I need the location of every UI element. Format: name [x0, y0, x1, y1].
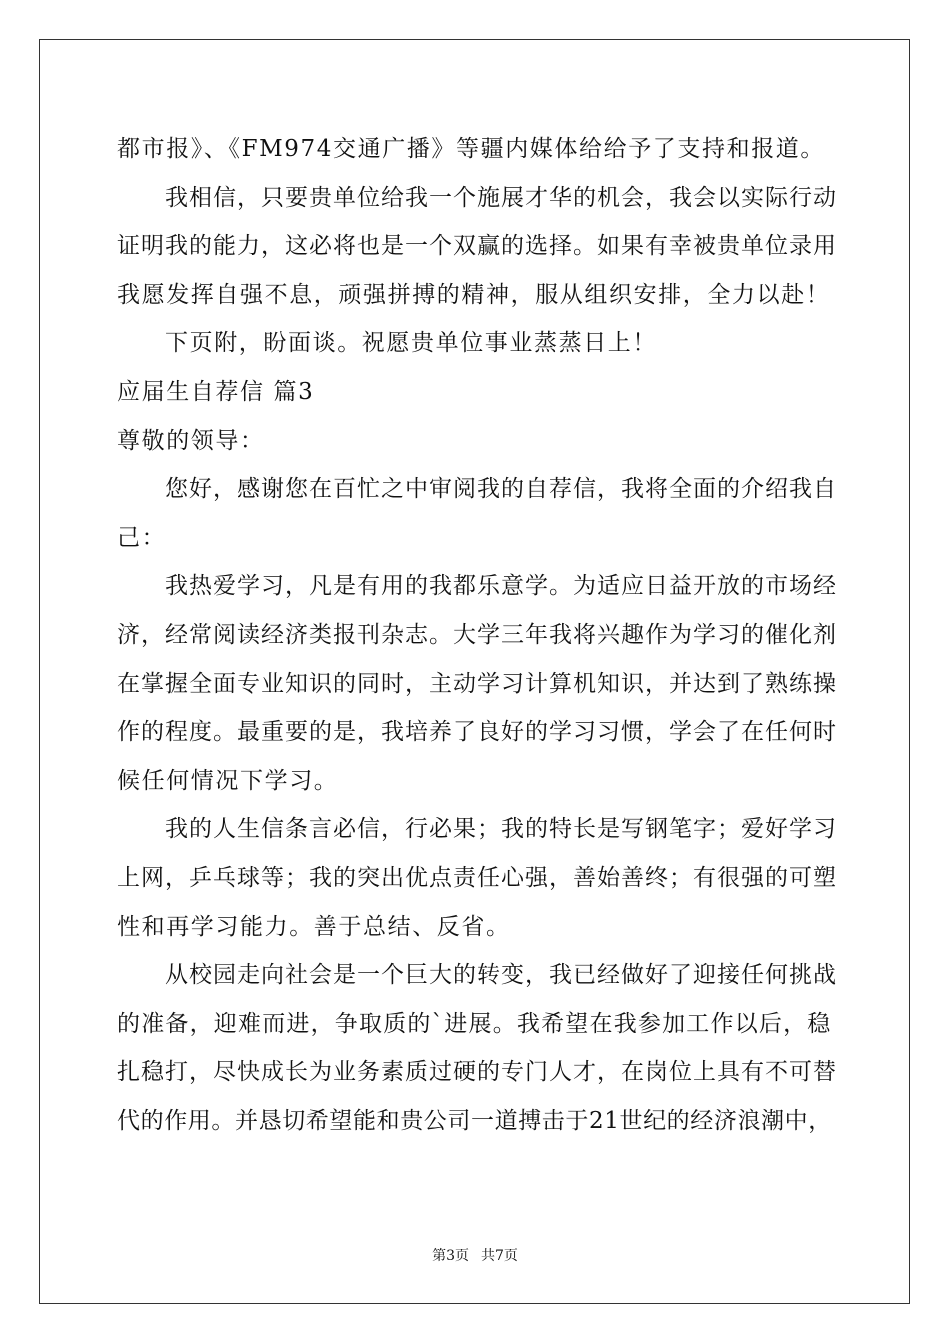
text-line: 我热爱学习，凡是有用的我都乐意学。为适应日益开放的市场经 — [165, 573, 837, 600]
text-line: 己： — [117, 524, 167, 551]
text-line: 下页附，盼面谈。祝愿贵单位事业蒸蒸日上！ — [165, 330, 657, 357]
text-line: 候任何情况下学习。 — [117, 767, 339, 794]
text-line: 都市报》、《FM974交通广播》等疆内媒体给给予了支持和报道。 — [117, 136, 826, 162]
text-line: 我的人生信条言必信，行必果；我的特长是写钢笔字；爱好学习 — [165, 816, 837, 843]
text-line: 作的程度。最重要的是，我培养了良好的学习习惯，学会了在任何时 — [117, 719, 837, 746]
document-body — [117, 125, 837, 1145]
text-line: 济，经常阅读经济类报刊杂志。大学三年我将兴趣作为学习的催化剂 — [117, 621, 837, 648]
text-line: 在掌握全面专业知识的同时，主动学习计算机知识，并达到了熟练操 — [117, 670, 837, 697]
text-line: 从校园走向社会是一个巨大的转变，我已经做好了迎接任何挑战 — [165, 962, 837, 989]
text-line: 我相信，只要贵单位给我一个施展才华的机会，我会以实际行动 — [165, 184, 837, 211]
text-line: 上网，乒乓球等；我的突出优点责任心强，善始善终；有很强的可塑 — [117, 864, 837, 891]
text-line: 我愿发挥自强不息，顽强拼搏的精神，服从组织安排，全力以赴！ — [117, 281, 831, 308]
text-line: 尊敬的领导： — [117, 427, 265, 454]
text-line: 应届生自荐信 篇3 — [117, 378, 315, 405]
text-line: 代的作用。并恳切希望能和贵公司一道搏击于21世纪的经济浪潮中， — [117, 1107, 832, 1134]
page-footer — [0, 1247, 950, 1265]
text-line: 的准备，迎难而进，争取质的`进展。我希望在我参加工作以后，稳 — [117, 1010, 832, 1037]
text-line: 证明我的能力，这必将也是一个双赢的选择。如果有幸被贵单位录用 — [117, 233, 837, 260]
text-line: 性和再学习能力。善于总结、反省。 — [117, 913, 511, 940]
text-line: 扎稳打，尽快成长为业务素质过硬的专门人才，在岗位上具有不可替 — [117, 1059, 837, 1086]
total-pages: 共7页 — [481, 1248, 518, 1264]
current-page-number: 第3页 — [432, 1248, 469, 1264]
text-line: 您好，感谢您在百忙之中审阅我的自荐信，我将全面的介绍我自 — [165, 476, 837, 503]
